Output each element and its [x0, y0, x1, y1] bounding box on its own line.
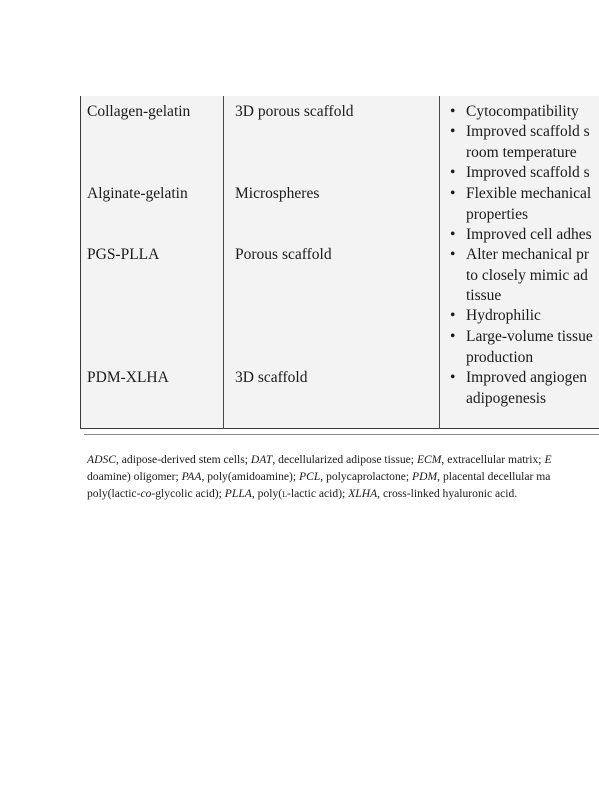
bullet-line: to closely mimic ad	[466, 266, 588, 284]
footnote-run: ADSC	[87, 453, 116, 466]
bullet-symbol: •	[450, 328, 456, 345]
bullet-symbol: •	[450, 307, 456, 324]
footnote-run: DAT	[250, 453, 273, 466]
bullet-line: Improved angiogen	[466, 369, 587, 386]
bullet-line: Cytocompatibility	[466, 103, 579, 120]
footnote-line	[87, 468, 552, 485]
footnote-run: -lactic acid);	[287, 487, 349, 500]
bullet-symbol: •	[450, 369, 456, 386]
footnote-run: PDM	[412, 470, 438, 483]
material-cell: Alginate-gelatin	[87, 185, 188, 202]
form-cell: Microspheres	[235, 185, 320, 202]
form-cell: Porous scaffold	[235, 246, 332, 263]
column-divider-1	[223, 96, 224, 429]
footnote-run: PCL	[299, 470, 321, 483]
footnote-run: ECM	[416, 453, 442, 466]
footnote-line	[87, 451, 552, 468]
bullet-line: Hydrophilic	[466, 307, 541, 324]
footnote-run: , placental decellular ma	[437, 470, 551, 483]
footnote-run: PLLA	[224, 487, 252, 500]
column-divider-2	[439, 96, 440, 429]
footnote-run: , adipose-derived stem cells;	[115, 453, 251, 466]
bullet-symbol: •	[450, 246, 456, 263]
footnote-run: , extracellular matrix;	[441, 453, 545, 466]
form-cell: 3D scaffold	[235, 369, 308, 386]
footnote-run: -glycolic acid);	[151, 487, 225, 500]
table-footnote	[87, 451, 552, 502]
bullet-line: Large-volume tissue	[466, 328, 593, 345]
bullet-symbol: •	[450, 226, 456, 243]
bullet-line: Improved scaffold s	[466, 123, 590, 140]
footnote-run: , cross-linked hyaluronic acid.	[377, 487, 518, 500]
bullet-symbol: •	[450, 123, 456, 140]
bullet-line: Alter mechanical pr	[466, 246, 590, 263]
bullet-line: properties	[466, 205, 528, 223]
bullet-line: adipogenesis	[466, 389, 547, 407]
footnote-run: l	[282, 487, 288, 500]
footnote-run: E	[544, 453, 552, 466]
material-cell: Collagen-gelatin	[87, 103, 191, 120]
bullet-symbol: •	[450, 164, 456, 181]
footnote-run: doamine) oligomer;	[87, 470, 182, 483]
footnote-run: PAA	[181, 470, 202, 483]
material-cell: PGS-PLLA	[87, 246, 160, 263]
table-bottom-rule	[84, 434, 599, 435]
footnote-run: , poly(	[251, 487, 283, 500]
bullet-symbol: •	[450, 185, 456, 202]
footnote-run: , decellularized adipose tissue;	[272, 453, 417, 466]
bullet-line: tissue	[466, 287, 502, 304]
material-cell: PDM-XLHA	[87, 369, 169, 386]
footnote-run: , polycaprolactone;	[320, 470, 413, 483]
bullet-line: Improved scaffold s	[466, 164, 590, 181]
bullet-symbol: •	[450, 103, 456, 120]
footnote-run: co	[140, 487, 152, 500]
footnote-line	[87, 485, 552, 502]
form-cell: 3D porous scaffold	[235, 103, 354, 120]
bullet-line: Flexible mechanical	[466, 185, 592, 202]
bullet-line: Improved cell adhes	[466, 226, 592, 243]
bullet-line: production	[466, 348, 534, 366]
footnote-run: XLHA	[348, 487, 378, 500]
bullet-line: room temperature	[466, 143, 577, 161]
footnote-run: poly(lactic-	[87, 487, 141, 500]
footnote-run: , poly(amidoamine);	[201, 470, 299, 483]
